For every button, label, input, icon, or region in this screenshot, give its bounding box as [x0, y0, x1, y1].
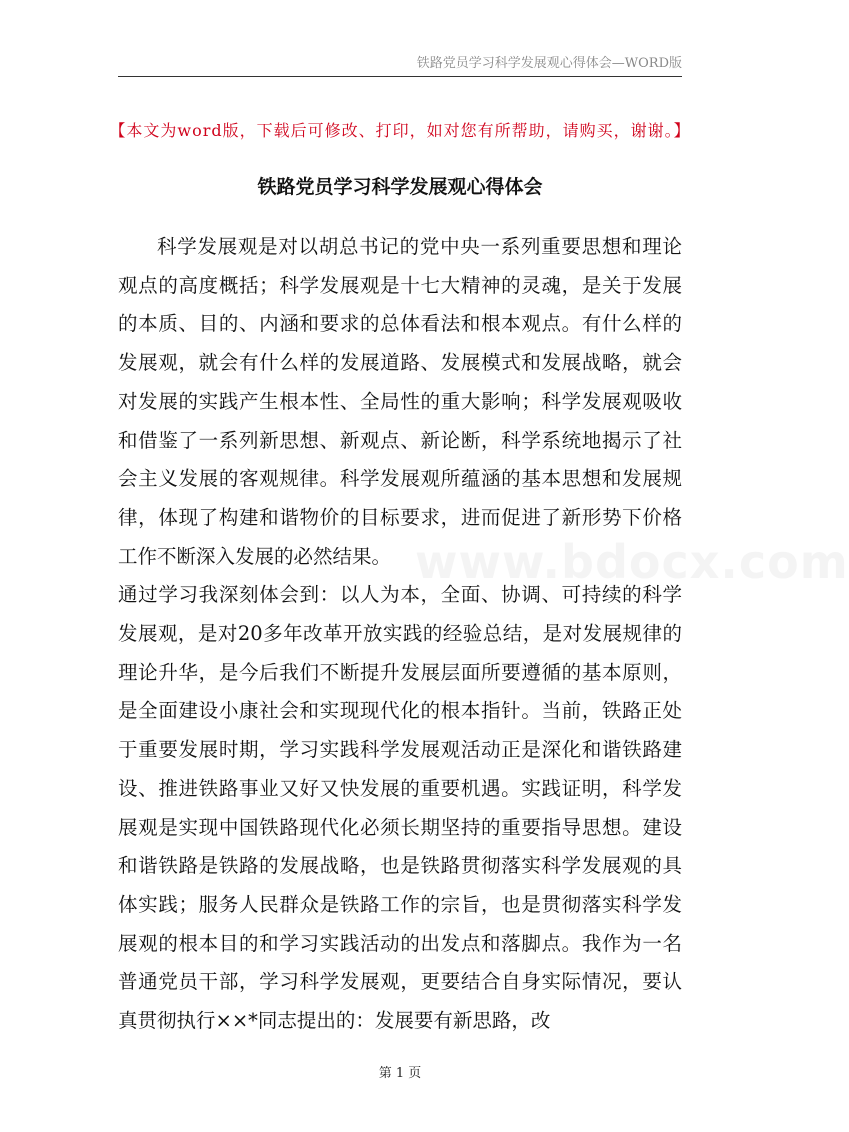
purchase-notice: 【本文为word版，下载后可修改、打印，如对您有所帮助，请购买，谢谢。】 — [109, 121, 691, 140]
watermark: www.bdocx.com — [415, 535, 849, 589]
header-divider — [118, 76, 682, 77]
paragraph: 科学发展观是对以胡总书记的党中央一系列重要思想和理论观点的高度概括；科学发展观是十七大精神的灵魂，是关于发展的本质、目的、内涵和要求的总体看法和根本观点。有什么样的发展观，就会有什么样的发展道路、发展模式和发展战略，就会对发展的实践产生根本性、全局性的重大影响；科学发展观吸收和借鉴了一系列新思想、新观点、新论断，科学系统地揭示了社会主义发展的客观规律。科学发展观所蕴涵的基本思想和发展规律，体现了构建和谐物价的目标要求，进而促进了新形势下价格工作不断深入发展的必然结果。 — [118, 235, 682, 568]
page-number: 第 1 页 — [378, 1066, 422, 1081]
running-header: 铁路党员学习科学发展观心得体会—WORD版 — [416, 56, 682, 71]
document-body — [118, 228, 682, 1041]
document-title: 铁路党员学习科学发展观心得体会 — [257, 176, 543, 198]
paragraph: 通过学习我深刻体会到：以人为本，全面、协调、可持续的科学发展观，是对20多年改革开放实践的经验总结，是对发展规律的理论升华，是今后我们不断提升发展层面所要遵循的基本原则，是全面建设小康社会和实现现代化的根本指针。当前，铁路正处于重要发展时期，学习实践科学发展观活动正是深化和谐铁路建设、推进铁路事业又好又快发展的重要机遇。实践证明，科学发展观是实现中国铁路现代化必须长期坚持的重要指导思想。建设和谐铁路是铁路的发展战略，也是铁路贯彻落实科学发展观的具体实践；服务人民群众是铁路工作的宗旨，也是贯彻落实科学发展观的根本目的和学习实践活动的出发点和落脚点。我作为一名普通党员干部，学习科学发展观，更要结合自身实际情况，要认真贯彻执行××*同志提出的：发展要有新思路，改 — [118, 583, 682, 1033]
